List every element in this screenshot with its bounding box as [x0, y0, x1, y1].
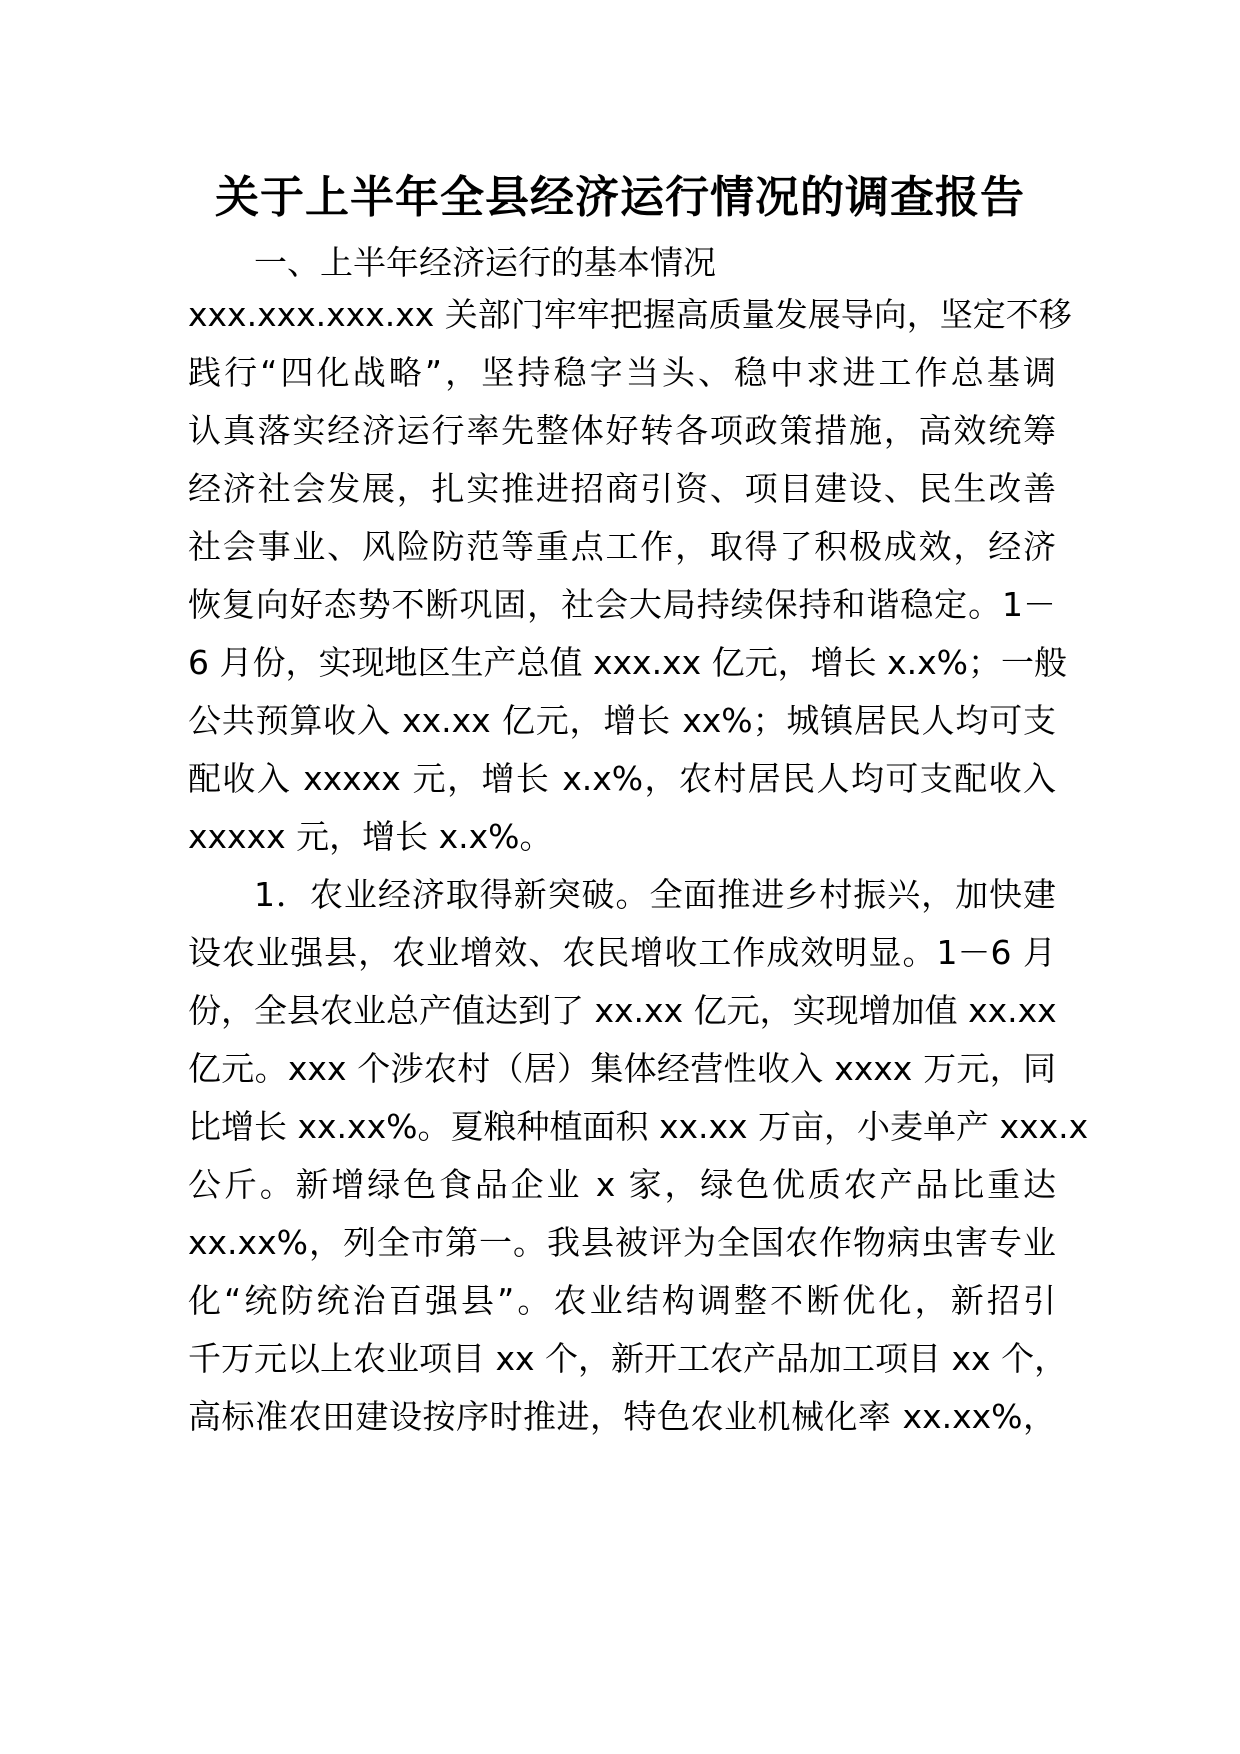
text-line: xxx.xxx.xxx.xx 关部门牢牢把握高质量发展导向，坚定不移 [188, 295, 1072, 334]
document-title: 关于上半年全县经济运行情况的调查报告 [215, 172, 1025, 223]
text-line: 践行“四化战略”，坚持稳字当头、稳中求进工作总基调 [188, 353, 1056, 392]
text-line: 设农业强县，农业增效、农民增收工作成效明显。1－6 月 [188, 933, 1056, 972]
section-heading: 一、上半年经济运行的基本情况 [254, 243, 716, 282]
text-line: 千万元以上农业项目 xx 个，新开工农产品加工项目 xx 个， [188, 1339, 1068, 1378]
text-line: xx.xx%，列全市第一。我县被评为全国农作物病虫害专业 [188, 1223, 1056, 1262]
text-line: 公斤。新增绿色食品企业 x 家，绿色优质农产品比重达 [188, 1165, 1056, 1204]
text-line: 亿元。xxx 个涉农村（居）集体经营性收入 xxxx 万元，同 [188, 1049, 1056, 1088]
text-line: 1．农业经济取得新突破。全面推进乡村振兴，加快建 [254, 875, 1056, 914]
text-line: 化“统防统治百强县”。农业结构调整不断优化，新招引 [188, 1281, 1056, 1320]
text-line: 恢复向好态势不断巩固，社会大局持续保持和谐稳定。1－ [188, 585, 1056, 624]
text-line: 经济社会发展，扎实推进招商引资、项目建设、民生改善 [188, 469, 1056, 508]
text-line: 6 月份，实现地区生产总值 xxx.xx 亿元，增长 x.x%；一般 [188, 643, 1067, 682]
text-line: 份，全县农业总产值达到了 xx.xx 亿元，实现增加值 xx.xx [188, 991, 1057, 1030]
text-line: 配收入 xxxxx 元，增长 x.x%，农村居民人均可支配收入 [188, 759, 1056, 798]
text-line: 认真落实经济运行率先整体好转各项政策措施，高效统筹 [188, 411, 1056, 450]
text-line: 高标准农田建设按序时推进，特色农业机械化率 xx.xx%， [188, 1397, 1056, 1436]
text-line: 比增长 xx.xx%。夏粮种植面积 xx.xx 万亩，小麦单产 xxx.x [188, 1107, 1089, 1146]
text-line: 社会事业、风险防范等重点工作，取得了积极成效，经济 [188, 527, 1056, 566]
text-line: xxxxx 元，增长 x.x%。 [188, 817, 553, 856]
text-line: 公共预算收入 xx.xx 亿元，增长 xx%；城镇居民人均可支 [188, 701, 1056, 740]
